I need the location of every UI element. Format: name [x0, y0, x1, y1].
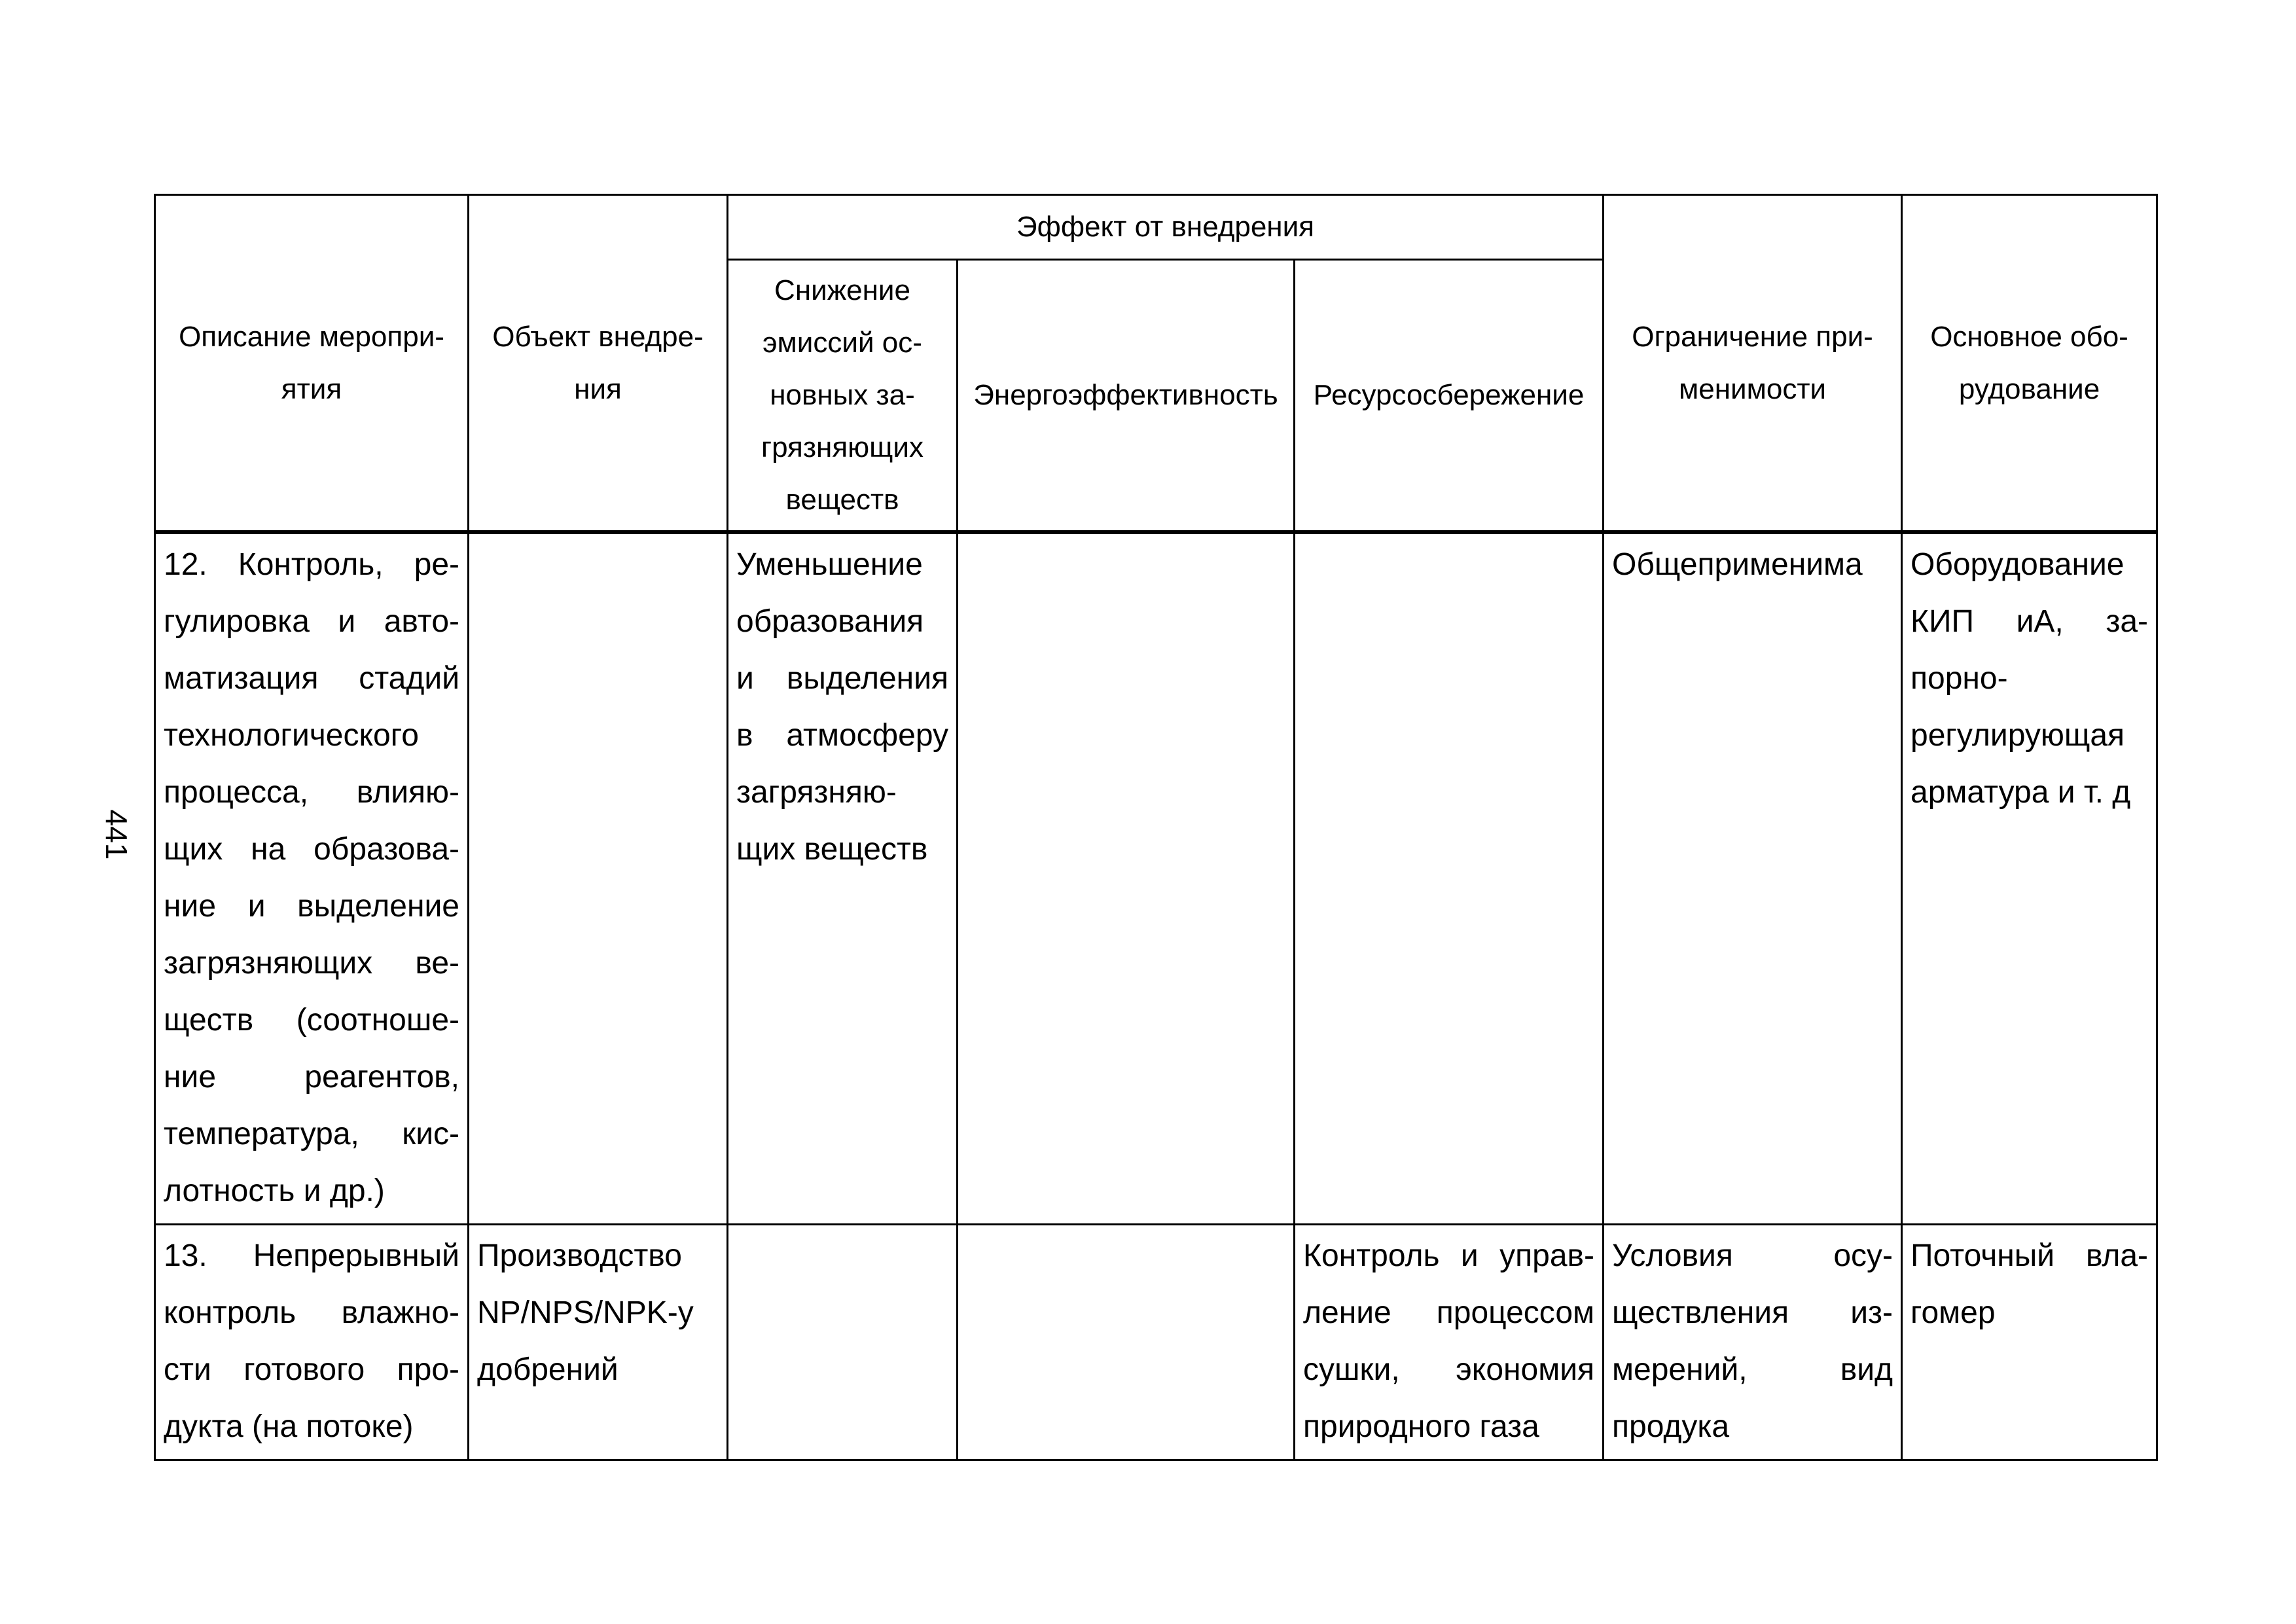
header-row-1: [155, 195, 2157, 260]
row13-energy: [958, 1225, 1295, 1460]
row12-equipment: Оборудование КИП иА, за- порно- регулирующая арматура и т. д: [1902, 533, 2157, 1225]
row12-emissions: Уменьшение образования и выделения в атмосферу загрязняю- щих веществ: [728, 533, 958, 1225]
row12-limitation: Общеприменима: [1604, 533, 1902, 1225]
row13-description: 13. Непрерывный контроль влажно- сти готового про- дукта (на потоке): [155, 1225, 469, 1460]
table-row: [155, 533, 2157, 1225]
header-effect-group: Эффект от внедрения: [728, 195, 1604, 260]
row12-resource: [1295, 533, 1604, 1225]
header-limitation: Ограничение при- менимости: [1604, 195, 1902, 532]
header-description: Описание меропри- ятия: [155, 195, 469, 532]
row12-energy: [958, 533, 1295, 1225]
row12-object: [469, 533, 728, 1225]
header-equipment: Основное обо- рудование: [1902, 195, 2157, 532]
row13-equipment: Поточный вла- гомер: [1902, 1225, 2157, 1460]
header-emissions: Снижение эмиссий ос- новных за- грязняющих веществ: [728, 260, 958, 532]
header-energy: Энергоэффективность: [958, 260, 1295, 532]
header-object: Объект внедре- ния: [469, 195, 728, 532]
row13-limitation: Условия осу- ществления из- мерений, вид продука: [1604, 1225, 1902, 1460]
page-number: 441: [99, 809, 134, 860]
row13-object: Производство NP/NPS/NPK-у добрений: [469, 1225, 728, 1460]
header-resource: Ресурсосбережение: [1295, 260, 1604, 532]
row12-description: 12. Контроль, ре- гулировка и авто- матизация стадий технологического процесса, влияю- щих на образова- ние и выделение загрязняющих ве- ществ (соотноше- ние реагентов, температура, кис- лотность и др.): [155, 533, 469, 1225]
table-row: [155, 1225, 2157, 1460]
row13-resource: Контроль и управ- ление процессом сушки, экономия природного газа: [1295, 1225, 1604, 1460]
row13-emissions: [728, 1225, 958, 1460]
measures-table: [154, 194, 2158, 1461]
